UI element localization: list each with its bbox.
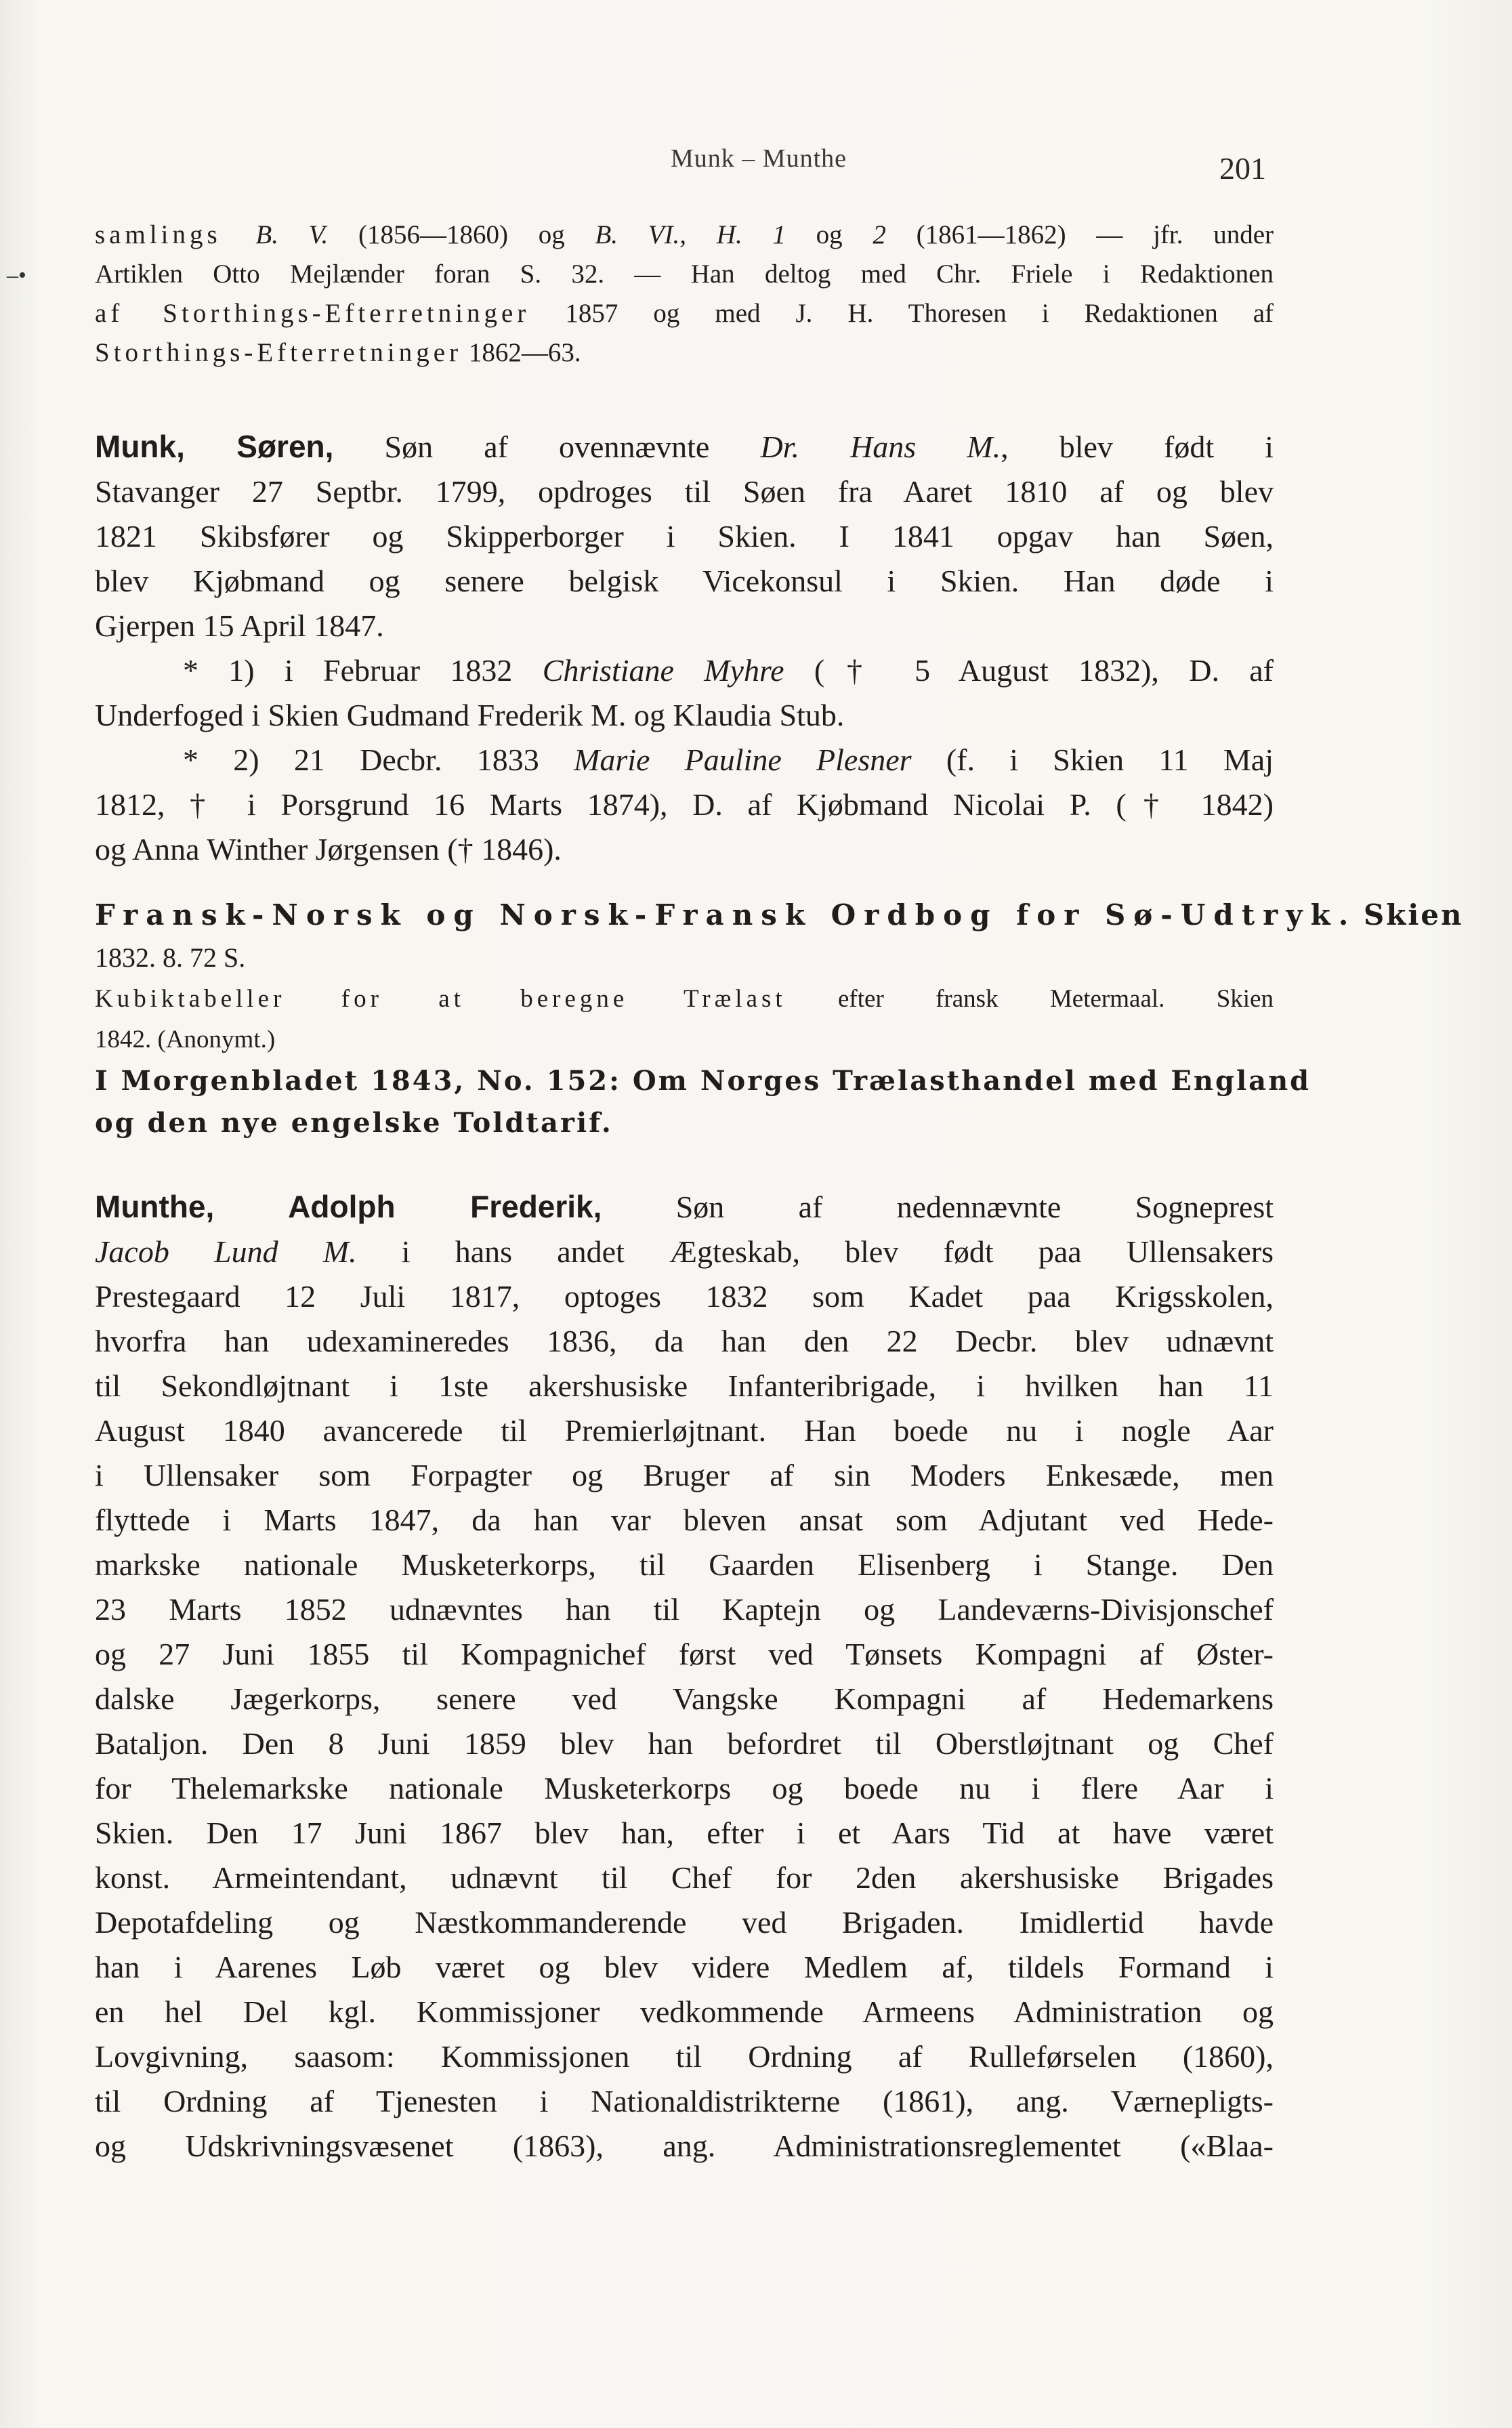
entry-heading: Munk, Søren, xyxy=(95,429,334,464)
text-line: Stavanger 27 Septbr. 1799, opdroges til Søen fra Aaret 1810 af og blev xyxy=(95,474,1274,509)
text-line: af Storthings-Efterretninger 1857 og med J. H. Thoresen i Redaktionen af xyxy=(95,299,1274,328)
text-line: og Udskrivningsvæsenet (1863), ang. Administrationsreglementet («Blaa- xyxy=(95,2129,1274,2163)
text-line: han i Aarenes Løb været og blev videre Medlem af, tildels Formand i xyxy=(95,1950,1274,1984)
text-line: samlings B. V. (1856—1860) og B. VI., H. 1 og 2 (1861—1862) — jfr. under xyxy=(95,220,1274,249)
text-line: hvorfra han udexamineredes 1836, da han den 22 Decbr. blev udnævnt xyxy=(95,1324,1274,1358)
text-line: Bataljon. Den 8 Juni 1859 blev han befordret til Oberstløjtnant og Chef xyxy=(95,1726,1274,1761)
margin-mark: –• xyxy=(7,263,26,288)
text-line: dalske Jægerkorps, senere ved Vangske Kompagni af Hedemarkens xyxy=(95,1681,1274,1716)
text-line: 1832. 8. 72 S. xyxy=(95,942,246,973)
text-line: 23 Marts 1852 udnævntes han til Kaptejn og Landeværns-Divisjonschef xyxy=(95,1592,1274,1627)
text-line: Prestegaard 12 Juli 1817, optoges 1832 som Kadet paa Krigsskolen, xyxy=(95,1279,1274,1314)
entry-heading: Munthe, Adolph Frederik, xyxy=(95,1189,602,1224)
text-line: Gjerpen 15 April 1847. xyxy=(95,608,384,643)
text-line: Artiklen Otto Mejlænder foran S. 32. — Han deltog med Chr. Friele i Redaktionen xyxy=(95,259,1274,289)
text-line: flyttede i Marts 1847, da han var bleven ansat som Adjutant ved Hede- xyxy=(95,1503,1274,1537)
text-line: August 1840 avancerede til Premierløjtnant. Han boede nu i nogle Aar xyxy=(95,1413,1274,1448)
text-line: for Thelemarkske nationale Musketerkorps og boede nu i flere Aar i xyxy=(95,1771,1274,1805)
text-line: 1812, † i Porsgrund 16 Marts 1874), D. af Kjøbmand Nicolai P. († 1842) xyxy=(95,787,1274,822)
running-head: Munk – Munthe xyxy=(671,144,847,173)
text-line: 1821 Skibsfører og Skipperborger i Skien. I 1841 opgav han Søen, xyxy=(95,519,1274,553)
text-line: i Ullensaker som Forpagter og Bruger af sin Moders Enkesæde, men xyxy=(95,1458,1274,1492)
work-title-line: Kubiktabeller for at beregne Trælast efter fransk Metermaal. Skien xyxy=(95,985,1274,1013)
works-list xyxy=(95,893,1464,1143)
text-line: 1842. (Anonymt.) xyxy=(95,1026,276,1053)
marriage-line: * 2) 21 Decbr. 1833 Marie Pauline Plesner (f. i Skien 11 Maj xyxy=(183,742,1274,777)
text-line: Underfoged i Skien Gudmand Frederik M. og Klaudia Stub. xyxy=(95,698,845,732)
text-line: til Sekondløjtnant i 1ste akershusiske Infanteribrigade, i hvilken han 11 xyxy=(95,1368,1274,1403)
text-line: Depotafdeling og Næstkommanderende ved Brigaden. Imidlertid havde xyxy=(95,1905,1274,1940)
entry-munthe-adolph xyxy=(95,1184,1274,2169)
entry-first-line: Munk, Søren, Søn af ovennævnte Dr. Hans M., blev født i xyxy=(95,429,1274,464)
work-title-line: Fransk-Norsk og Norsk-Fransk Ordbog for Sø-Udtryk. Skien xyxy=(95,898,1464,932)
entry-first-line: Munthe, Adolph Frederik, Søn af nedennævnte Sogneprest xyxy=(95,1189,1274,1224)
text-line: og 27 Juni 1855 til Kompagnichef først ved Tønsets Kompagni af Øster- xyxy=(95,1637,1274,1671)
text-line: Storthings-Efterretninger 1862—63. xyxy=(95,338,581,367)
page-number: 201 xyxy=(1219,151,1266,186)
text-line: konst. Armeintendant, udnævnt til Chef for 2den akershusiske Brigades xyxy=(95,1860,1274,1895)
text-line: til Ordning af Tjenesten i Nationaldistrikterne (1861), ang. Værnepligts- xyxy=(95,2084,1274,2118)
entry-munk-soren xyxy=(95,424,1274,872)
text-line: markske nationale Musketerkorps, til Gaarden Elisenberg i Stange. Den xyxy=(95,1547,1274,1582)
marriage-line: * 1) i Februar 1832 Christiane Myhre († 5 August 1832), D. af xyxy=(183,653,1274,688)
text-line: Skien. Den 17 Juni 1867 blev han, efter i et Aars Tid at have været xyxy=(95,1816,1274,1850)
work-title-line: I Morgenbladet 1843, No. 152: Om Norges Trælasthandel med England xyxy=(95,1065,1311,1097)
text-line: Lovgivning, saasom: Kommissjonen til Ordning af Rulleførselen (1860), xyxy=(95,2039,1274,2074)
text-line: blev Kjøbmand og senere belgisk Vicekonsul i Skien. Han døde i xyxy=(95,564,1274,598)
continuation-paragraph xyxy=(95,215,1274,373)
text-line: Jacob Lund M. i hans andet Ægteskab, blev født paa Ullensakers xyxy=(95,1234,1274,1269)
text-line: en hel Del kgl. Kommissjoner vedkommende Armeens Administration og xyxy=(95,1994,1274,2029)
text-line: og den nye engelske Toldtarif. xyxy=(95,1107,613,1139)
text-line: og Anna Winther Jørgensen († 1846). xyxy=(95,832,562,866)
